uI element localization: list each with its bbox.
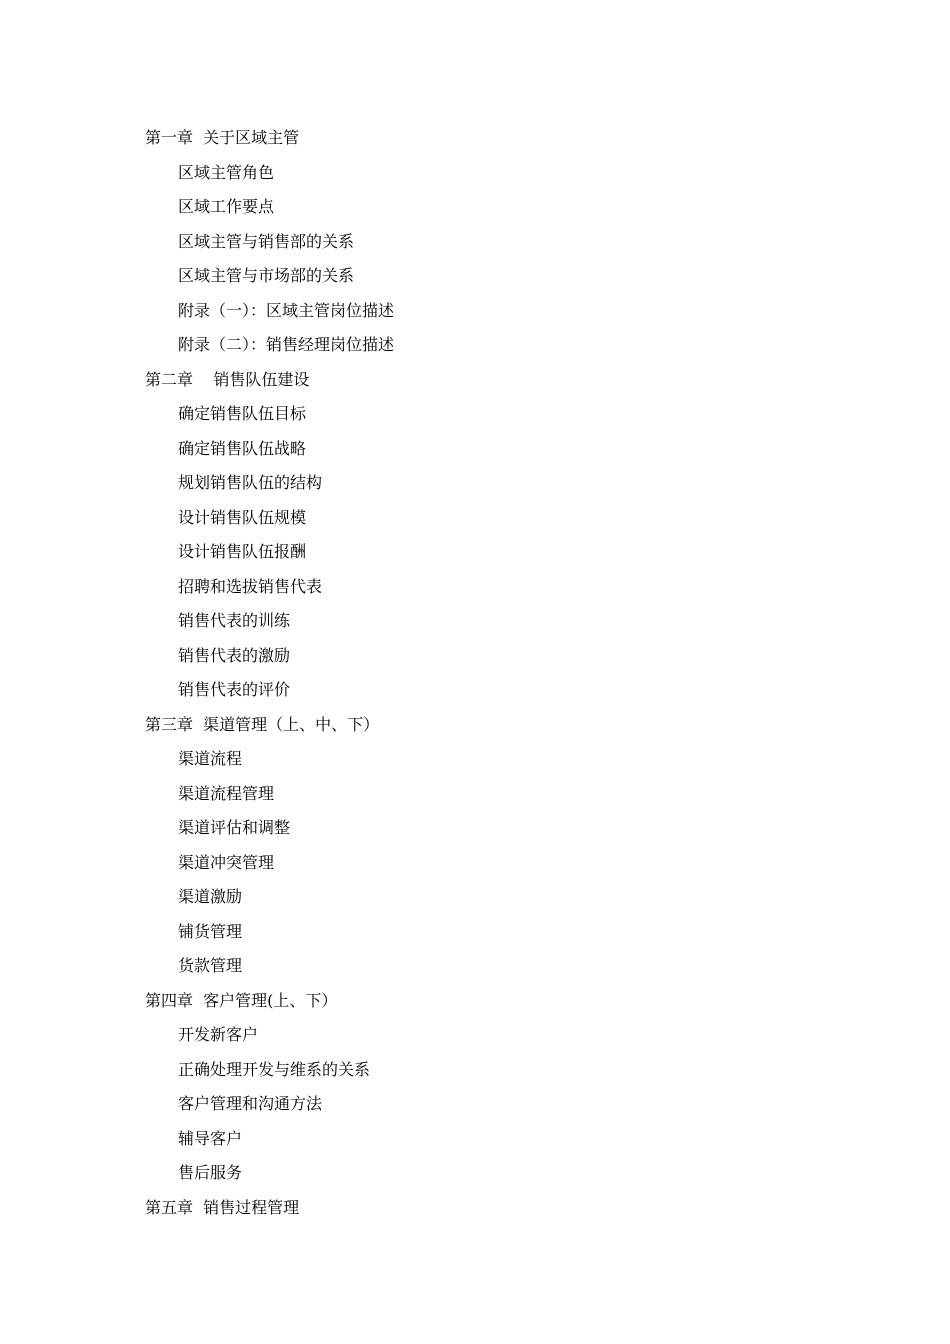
toc-item: 渠道流程管理 (178, 783, 275, 803)
toc-item: 销售代表的激励 (178, 645, 291, 665)
toc-item: 售后服务 (178, 1163, 243, 1182)
chapter-2-title: 第二章 销售队伍建设 (145, 369, 310, 389)
toc-item: 设计销售队伍报酬 (178, 542, 307, 561)
toc-item: 区域主管与市场部的关系 (178, 266, 355, 285)
table-of-contents (145, 121, 845, 1225)
chapter-5-title: 第五章 销售过程管理 (145, 1197, 300, 1217)
toc-item: 渠道激励 (178, 887, 243, 906)
toc-item: 销售代表的评价 (178, 680, 291, 699)
toc-item: 附录（一）：区域主管岗位描述 (178, 300, 395, 320)
toc-item: 确定销售队伍目标 (178, 404, 307, 423)
toc-item: 招聘和选拔销售代表 (178, 576, 323, 596)
toc-item: 客户管理和沟通方法 (178, 1094, 323, 1113)
toc-item: 开发新客户 (178, 1025, 259, 1044)
toc-item: 销售代表的训练 (178, 611, 291, 630)
toc-item: 区域主管角色 (178, 162, 275, 182)
toc-item: 正确处理开发与维系的关系 (178, 1059, 371, 1079)
toc-item: 货款管理 (178, 956, 243, 975)
toc-item: 辅导客户 (178, 1128, 243, 1148)
toc-item: 渠道冲突管理 (178, 852, 275, 872)
toc-item: 规划销售队伍的结构 (178, 473, 323, 492)
toc-item: 附录（二）：销售经理岗位描述 (178, 335, 395, 354)
toc-item: 区域工作要点 (178, 197, 275, 216)
toc-item: 渠道评估和调整 (178, 818, 291, 837)
chapter-1-title: 第一章 关于区域主管 (145, 128, 300, 147)
toc-item: 区域主管与销售部的关系 (178, 231, 355, 251)
toc-item: 铺货管理 (178, 921, 243, 941)
toc-item: 确定销售队伍战略 (178, 438, 307, 458)
toc-item: 渠道流程 (178, 749, 243, 768)
toc-item: 设计销售队伍规模 (178, 507, 307, 527)
chapter-4-title: 第四章 客户管理(上、下） (145, 990, 338, 1010)
chapter-3-title: 第三章 渠道管理（上、中、下） (145, 714, 380, 734)
